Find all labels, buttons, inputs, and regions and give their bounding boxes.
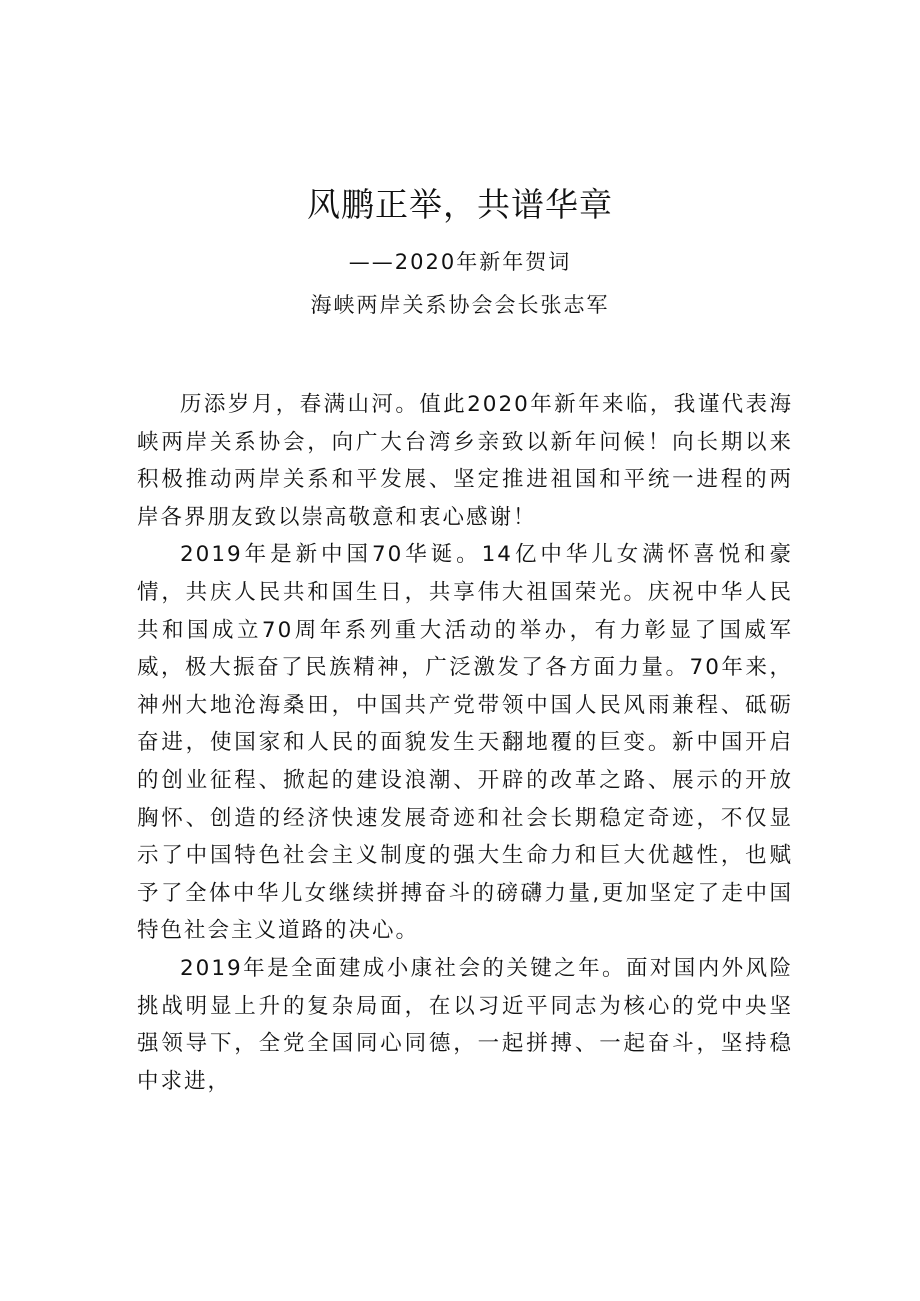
paragraph: 2019年是新中国70华诞。14亿中华儿女满怀喜悦和豪情，共庆人民共和国生日，共享伟大祖国荣光。庆祝中华人民共和国成立70周年系列重大活动的举办，有力彰显了国威军威，极大振奋了民族精神，广泛激发了各方面力量。70年来，神州大地沧海桑田，中国共产党带领中国人民风雨兼程、砥砺奋进，使国家和人民的面貌发生天翻地覆的巨变。新中国开启的创业征程、掀起的建设浪潮、开辟的改革之路、展示的开放胸怀、创造的经济快速发展奇迹和社会长期稳定奇迹，不仅显示了中国特色社会主义制度的强大生命力和巨大优越性，也赋予了全体中华儿女继续拼搏奋斗的磅礴力量,更加坚定了走中国特色社会主义道路的决心。	[137, 542, 793, 944]
paragraph: 历添岁月，春满山河。值此2020年新年来临，我谨代表海峡两岸关系协会，向广大台湾乡亲致以新年问候！向长期以来积极推动两岸关系和平发展、坚定推进祖国和平统一进程的两岸各界朋友致以崇高敬意和衷心感谢！	[137, 392, 793, 530]
document-title: 风鹏正举，共谱华章	[307, 185, 613, 224]
document-author: 海峡两岸关系协会会长张志军	[310, 293, 610, 317]
paragraph: 2019年是全面建成小康社会的关键之年。面对国内外风险挑战明显上升的复杂局面，在以习近平同志为核心的党中央坚强领导下，全党全国同心同德，一起拼搏、一起奋斗，坚持稳中求进，	[137, 955, 793, 1094]
document-subtitle: ——2020年新年贺词	[348, 250, 572, 274]
document-body	[137, 386, 793, 1100]
